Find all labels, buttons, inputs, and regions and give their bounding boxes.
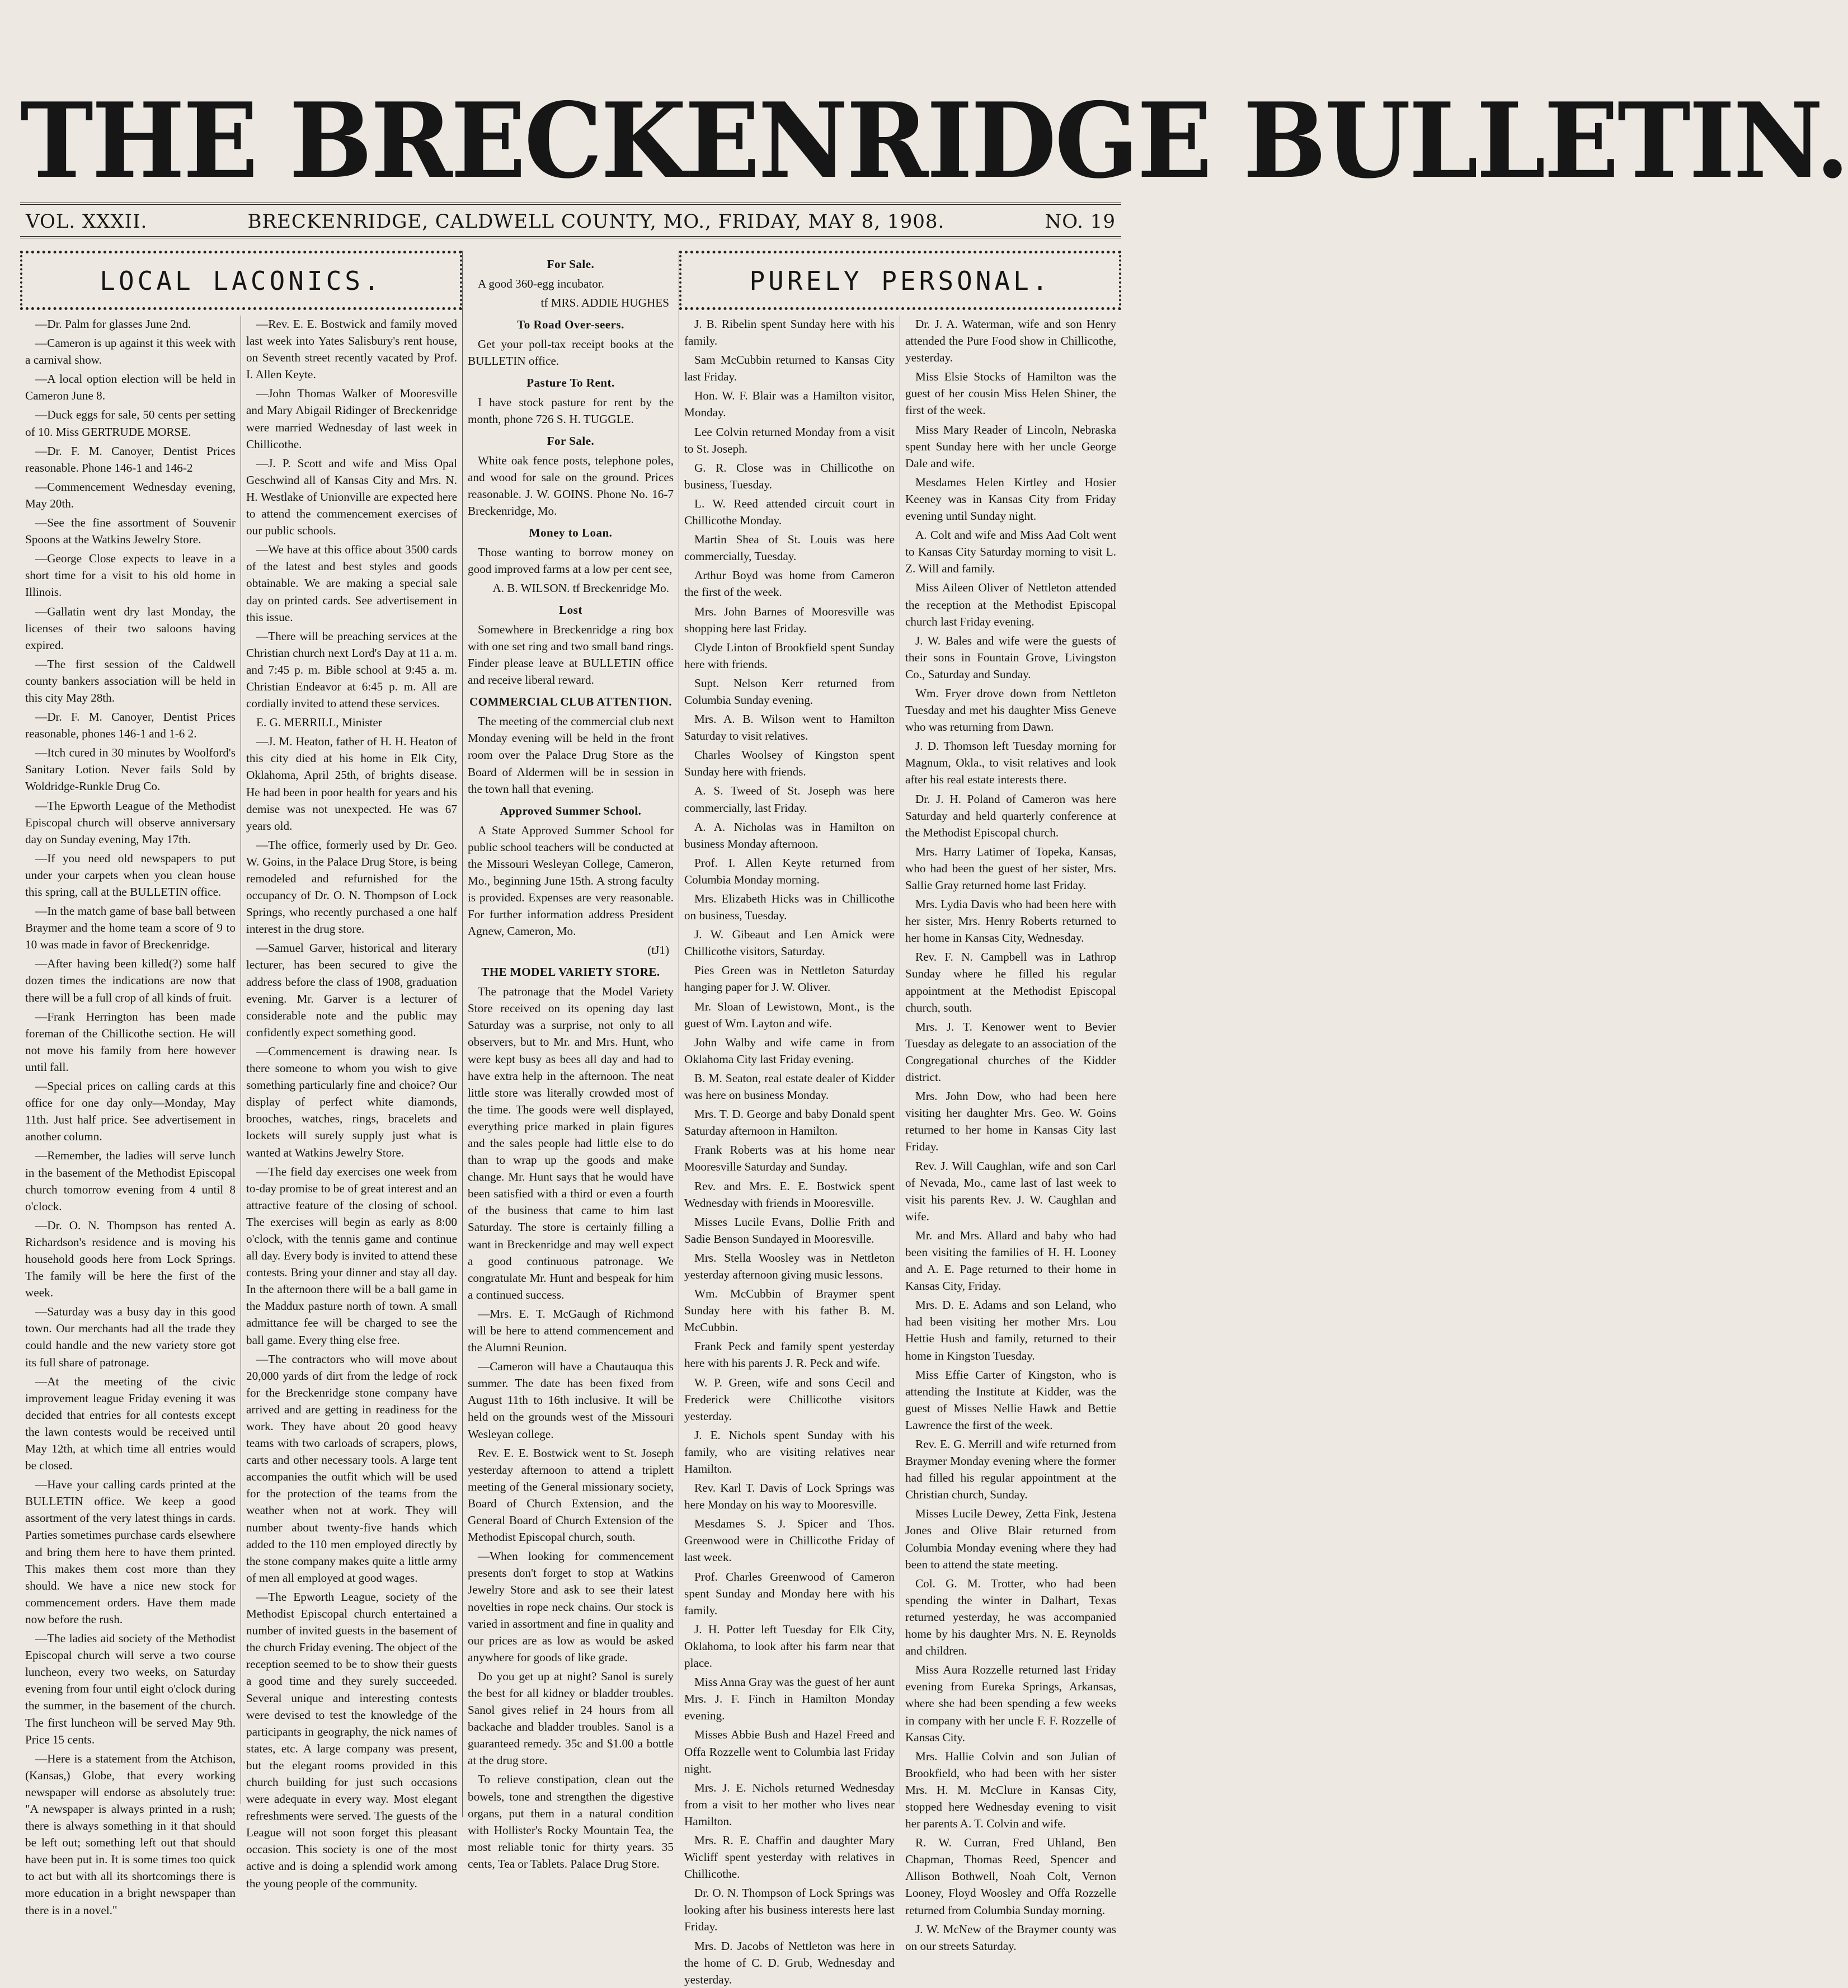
personal-item: Mrs. Harry Latimer of Topeka, Kansas, who had been the guest of her sister, Mrs. Sallie Gray returned home last Friday.: [905, 844, 1116, 892]
local-column-1: [20, 316, 241, 1917]
news-item: —A local option election will be held in Cameron June 8.: [25, 372, 236, 403]
personal-item: Mr. and Mrs. Allard and baby who had been visiting the families of H. H. Looney and A. E. Page returned to their home in Kansas City, Friday.: [905, 1228, 1116, 1293]
personal-item: Rev. Karl T. Davis of Lock Springs was here Monday on his way to Mooresville.: [684, 1481, 895, 1512]
news-item: —The Epworth League, society of the Methodist Episcopal church entertained a number of invited guests in the basement of the church Friday evening. The object of the reception seemed to be to show their guests a good time and they surely succeeded. Several unique and interesting contests were devised to test the knowledge of the participants in geography, the nick names of states, etc. A large company was present, but the elegant rooms provided in this church building for just such occasions were adequate in every way. Most elegant refreshments were served. The guests of the League will not soon forget this pleasant occasion. This society is one of the most active and is doing a splendid work among the young people of the community.: [246, 1590, 457, 1890]
news-item: —Here is a statement from the Atchison, (Kansas,) Globe, that every working newspaper will endorse as absolutely true: "A newspaper is always printed in a rush; there is always something in it that should be left out; something left out that should have been put in. It is some times too quick to act but with all its shortcomings there is more education in a bright newspaper than there is in a novel.": [25, 1751, 236, 1917]
personal-item: J. E. Nichols spent Sunday with his family, who are visiting relatives near Hamilton.: [684, 1428, 895, 1475]
personal-item: Mrs. John Dow, who had been here visiting her daughter Mrs. Geo. W. Goins returned to her home in Kansas City last Friday.: [905, 1089, 1116, 1154]
personal-item: Prof. I. Allen Keyte returned from Columbia Monday morning.: [684, 856, 895, 886]
personal-item: Rev. J. Will Caughlan, wife and son Carl of Nevada, Mo., came last of last week to visit his parents Rev. J. W. Caughlan and wife.: [905, 1159, 1116, 1223]
personal-item: Martin Shea of St. Louis was here commercially, Tuesday.: [684, 533, 895, 563]
local-laconics-heading: LOCAL LACONICS.: [20, 251, 462, 310]
personal-item: Dr. O. N. Thompson of Lock Springs was looking after his business interests here last Friday.: [684, 1886, 895, 1934]
personal-item: Frank Roberts was at his home near Mooresville Saturday and Sunday.: [684, 1143, 895, 1174]
news-item: —When looking for commencement presents don't forget to stop at Watkins Jewelry Store and ask to see their latest novelties in rope neck chains. Our stock is varied in assortment and fine in quality and our prices are as low as would be asked anywhere for goods of like grade.: [468, 1549, 674, 1664]
news-item: —There will be preaching services at the Christian church next Lord's Day at 11 a. m. and 7:45 p. m. Bible school at 9:45 a. m. Christian Endeavor at 6:45 p. m. All are cordially invited to attend these services.: [246, 629, 457, 711]
personal-item: Wm. Fryer drove down from Nettleton Tuesday and met his daughter Miss Geneve who was returning from Dawn.: [905, 686, 1116, 734]
notice-body: The patronage that the Model Variety Store received on its opening day last Saturday was a surprise, not only to all observers, but to Mr. and Mrs. Hunt, who were kept busy as bees all day and had to have extra help in the afternoon. The neat little store was literally crowded most of the time. The goods were well displayed, everything price marked in plain figures and the sales people had little else to do than to wrap up the goods and make change. Mr. Hunt says that he would have been satisfied with a third or even a fourth of the business that came to him last Saturday. The store is certainly filling a want in Breckenridge and may well expect a good continuous patronage. We congratulate Mr. Hunt and bespeak for him a continued success.: [468, 985, 674, 1301]
news-item: —At the meeting of the civic improvement league Friday evening it was decided that entries for all contests except the lawn contests would be received until May 12th, at which time all entries would be closed.: [25, 1374, 236, 1473]
personal-item: Mesdames Helen Kirtley and Hosier Keeney was in Kansas City from Friday evening until Sunday night.: [905, 475, 1116, 523]
personal-item: Misses Lucile Dewey, Zetta Fink, Jestena Jones and Olive Blair returned from Columbia Monday evening where they had been to attend the state meeting.: [905, 1507, 1116, 1571]
news-item: —See the fine assortment of Souvenir Spoons at the Watkins Jewelry Store.: [25, 516, 236, 547]
notice-signature: tf MRS. ADDIE HUGHES: [540, 295, 669, 309]
notice-body: A good 360-egg incubator.: [478, 276, 604, 290]
news-item: —Dr. F. M. Canoyer, Dentist Prices reasonable. Phone 146-1 and 146-2: [25, 444, 236, 474]
personal-item: Misses Lucile Evans, Dollie Frith and Sadie Benson Sundayed in Mooresville.: [684, 1215, 895, 1246]
notice-heading: Approved Summer School.: [500, 803, 642, 817]
news-item: —J. P. Scott and wife and Miss Opal Geschwind all of Kansas City and Mrs. N. H. Westlake of Unionville are expected here to attend the commencement exercises of our public schools.: [246, 456, 457, 538]
notice-body: I have stock pasture for rent by the month, phone 726 S. H. TUGGLE.: [468, 395, 674, 426]
personal-item: Supt. Nelson Kerr returned from Columbia Sunday evening.: [684, 676, 895, 707]
news-item: Do you get up at night? Sanol is surely the best for all kidney or bladder troubles. Sanol gives relief in 24 hours from all backache and bladder troubles. Sanol is a guaranteed remedy. 35c and $1.00 a bottle at the drug store.: [468, 1669, 674, 1768]
notice-heading: Money to Loan.: [529, 526, 613, 540]
news-item: —George Close expects to leave in a short time for a visit to his old home in Illinois.: [25, 552, 236, 599]
news-item: —J. M. Heaton, father of H. H. Heaton of this city died at his home in Elk City, Oklahoma, April 25th, of brights disease. He had been in poor health for years and his demise was not unexpected. He was 67 years old.: [246, 735, 457, 833]
notice-body: Get your poll-tax receipt books at the BULLETIN office.: [468, 337, 674, 368]
personal-item: Mrs. T. D. George and baby Donald spent Saturday afternoon in Hamilton.: [684, 1107, 895, 1138]
news-item: —Cameron is up against it this week with a carnival show.: [25, 336, 236, 367]
personal-item: Mrs. R. E. Chaffin and daughter Mary Wicliff spent yesterday with relatives in Chillicothe.: [684, 1833, 895, 1881]
personal-item: Miss Aileen Oliver of Nettleton attended the reception at the Methodist Episcopal church last Friday evening.: [905, 581, 1116, 628]
news-item: —Dr. Palm for glasses June 2nd.: [35, 317, 191, 331]
personal-item: Miss Aura Rozzelle returned last Friday evening from Eureka Springs, Arkansas, where she had been spending a few weeks in company with her uncle F. F. Rozzelle of Kansas City.: [905, 1663, 1116, 1744]
news-item: To relieve constipation, clean out the bowels, tone and strengthen the digestive organs, put them in a natural condition with Hollister's Rocky Mountain Tea, the most reliable tonic for thirty years. 35 cents, Tea or Tablets. Palace Drug Store.: [468, 1773, 674, 1870]
personal-item: J. H. Potter left Tuesday for Elk City, Oklahoma, to look after his farm near that place.: [684, 1622, 895, 1670]
personal-item: Frank Peck and family spent yesterday here with his parents J. R. Peck and wife.: [684, 1340, 895, 1370]
news-item: —Commencement Wednesday evening, May 20th.: [25, 480, 236, 510]
personal-item: A. A. Nicholas was in Hamilton on business Monday afternoon.: [684, 820, 895, 850]
local-column-2: [241, 316, 462, 1890]
notice-heading: To Road Over-seers.: [517, 318, 624, 331]
personal-item: A. Colt and wife and Miss Aad Colt went to Kansas City Saturday morning to visit L. Z. Will and family.: [905, 528, 1116, 576]
personal-item: Hon. W. F. Blair was a Hamilton visitor, Monday.: [684, 389, 895, 420]
personal-item: Mr. Sloan of Lewistown, Mont., is the guest of Wm. Layton and wife.: [684, 999, 895, 1030]
volume-label: VOL. XXXII.: [26, 210, 148, 233]
personal-item: Rev. E. G. Merrill and wife returned from Braymer Monday evening where the former had filled his regular appointment at the Christian church, Sunday.: [905, 1437, 1116, 1502]
notice-heading: For Sale.: [547, 257, 595, 271]
notice-heading: For Sale.: [547, 434, 595, 448]
dateline: [20, 203, 1121, 238]
news-item: —Rev. E. E. Bostwick and family moved last week into Yates Salisbury's rent house, on Seventh street recently vacated by Prof. I. Allen Keyte.: [246, 317, 457, 382]
personal-item: Dr. J. A. Waterman, wife and son Henry attended the Pure Food show in Chillicothe, yesterday.: [905, 317, 1116, 365]
personal-item: J. W. Bales and wife were the guests of their sons in Fountain Grove, Livingston Co., Saturday and Sunday.: [905, 633, 1116, 681]
personal-item: A. S. Tweed of St. Joseph was here commercially, last Friday.: [684, 784, 895, 815]
news-item: —The field day exercises one week from to-day promise to be of great interest and an attractive feature of the closing of school. The exercises will begin as early as 8:00 o'clock, with the tennis game and continue all day. Every body is invited to attend these contests. Bring your dinner and stay all day. In the afternoon there will be a ball game in the Maddux pasture north of town. A small admittance fee will be charged to see the ball game. Every thing else free.: [246, 1164, 457, 1347]
notice-heading: Lost: [559, 603, 582, 617]
personal-item: Prof. Charles Greenwood of Cameron spent Sunday and Monday here with his family.: [684, 1569, 895, 1617]
news-item: —Saturday was a busy day in this good town. Our merchants had all the trade they could handle and the new variety store got its full share of patronage.: [25, 1305, 236, 1369]
personal-item: Rev. and Mrs. E. E. Bostwick spent Wednesday with friends in Mooresville.: [684, 1179, 895, 1210]
personal-item: Mrs. A. B. Wilson went to Hamilton Saturday to visit relatives.: [684, 712, 895, 743]
personal-item: J. B. Ribelin spent Sunday here with his family.: [684, 317, 895, 348]
notice-body: The meeting of the commercial club next Monday evening will be held in the front room over the Palace Drug Store as the Board of Aldermen will be in session in the town hall that evening.: [468, 715, 674, 796]
personal-item: Mrs. Elizabeth Hicks was in Chillicothe on business, Tuesday.: [684, 892, 895, 923]
news-item: —Samuel Garver, historical and literary lecturer, has been secured to give the address before the class of 1908, graduation evening. Mr. Garver is a lecturer of considerable note and the public may confidently expect something good.: [246, 941, 457, 1039]
personal-item: R. W. Curran, Fred Uhland, Ben Chapman, Thomas Reed, Spencer and Allison Bothwell, Noah Colt, Vernon Looney, Floyd Woosley and Offa Rozzelle returned from Columbia Sunday morning.: [905, 1836, 1116, 1917]
personal-item: Rev. F. N. Campbell was in Lathrop Sunday where he filled his regular appointment at the Methodist Episcopal church, south.: [905, 950, 1116, 1014]
personal-item: J. D. Thomson left Tuesday morning for Magnum, Okla., to visit relatives and look after his real estate interests there.: [905, 739, 1116, 787]
personal-item: Col. G. M. Trotter, who had been spending the winter in Dalhart, Texas returned yesterday, he was accompanied home by his daughter Mrs. N. E. Reynolds and children.: [905, 1576, 1116, 1658]
columns: [20, 251, 1121, 1986]
personal-item: Lee Colvin returned Monday from a visit to St. Joseph.: [684, 425, 895, 455]
personal-item: Pies Green was in Nettleton Saturday hanging paper for J. W. Oliver.: [684, 964, 895, 994]
place-date: BRECKENRIDGE, CALDWELL COUNTY, MO., FRIDAY, MAY 8, 1908.: [247, 210, 945, 233]
personal-item: Clyde Linton of Brookfield spent Sunday here with friends.: [684, 640, 895, 671]
personal-item: Mrs. J. T. Kenower went to Bevier Tuesday as delegate to an association of the Congregational churches of the Kidder district.: [905, 1019, 1116, 1084]
personal-item: L. W. Reed attended circuit court in Chillicothe Monday.: [684, 496, 895, 528]
news-item: —Dr. F. M. Canoyer, Dentist Prices reasonable, phones 146-1 and 1-6 2.: [25, 710, 236, 741]
personal-item: Misses Abbie Bush and Hazel Freed and Offa Rozzelle went to Columbia last Friday night.: [684, 1728, 895, 1775]
news-item: —Dr. O. N. Thompson has rented A. Richardson's residence and is moving his household goods here from Lock Springs. The family will be here the first of the week.: [25, 1218, 236, 1300]
news-item: —Frank Herrington has been made foreman of the Chillicothe section. He will not move his family from here however until fall.: [25, 1009, 236, 1074]
news-item: —Special prices on calling cards at this office for one day only—Monday, May 11th. Just half price. See advertisement in another column.: [25, 1079, 236, 1144]
purely-personal-section: [679, 251, 1121, 1986]
personal-column-2: [900, 316, 1121, 1953]
personal-item: G. R. Close was in Chillicothe on business, Tuesday.: [684, 460, 895, 491]
notice-heading: THE MODEL VARIETY STORE.: [481, 965, 660, 979]
personal-item: Miss Elsie Stocks of Hamilton was the guest of her cousin Miss Helen Shiner, the first of the week.: [905, 370, 1116, 417]
news-item: —Duck eggs for sale, 50 cents per setting of 10. Miss GERTRUDE MORSE.: [25, 408, 236, 439]
personal-item: Mrs. John Barnes of Mooresville was shopping here last Friday.: [684, 604, 895, 635]
local-laconics-section: [20, 251, 462, 1917]
personal-item: Mesdames S. J. Spicer and Thos. Greenwood were in Chillicothe Friday of last week.: [684, 1517, 895, 1564]
notice-body: White oak fence posts, telephone poles, and wood for sale on the ground. Prices reasonable. J. W. GOINS. Phone No. 16-7 Breckenridge, Mo.: [468, 453, 674, 518]
notice-signature: (tJ1): [647, 943, 669, 957]
personal-item: Mrs. J. E. Nichols returned Wednesday from a visit to her mother who lives near Hamilton.: [684, 1780, 895, 1828]
personal-item: J. W. Gibeaut and Len Amick were Chillicothe visitors, Saturday.: [684, 928, 895, 958]
personal-item: Miss Anna Gray was the guest of her aunt Mrs. J. F. Finch in Hamilton Monday evening.: [684, 1675, 895, 1723]
news-item: Rev. E. E. Bostwick went to St. Joseph yesterday afternoon to attend a triplett meeting of the General missionary society, Board of Church Extension, and the General Board of Church Extension of the Methodist Episcopal church, south.: [468, 1446, 674, 1544]
notice-heading: Pasture To Rent.: [526, 376, 615, 389]
news-item: —The contractors who will move about 20,000 yards of dirt from the ledge of rock for the Breckenridge stone company have arrived and are getting in readiness for the work. They have about 20 good heavy teams with two carloads of scrapers, plows, carts and other necessary tools. A large tent accompanies the outfit which will be used for the protection of the teams from the weather when not at work. They will number about twenty-five hands which added to the 110 men employed directly by the stone company makes quite a little army of men all employed at good wages.: [246, 1352, 457, 1585]
personal-item: Dr. J. H. Poland of Cameron was here Saturday and held quarterly conference at the Methodist Episcopal church.: [905, 792, 1116, 839]
personal-item: J. W. McNew of the Braymer county was on our streets Saturday.: [905, 1922, 1116, 1953]
notice-signature: A. B. WILSON. tf Breckenridge Mo.: [492, 581, 669, 595]
personal-item: Mrs. D. Jacobs of Nettleton was here in the home of C. D. Grub, Wednesday and yesterday.: [684, 1939, 895, 1986]
personal-item: Miss Effie Carter of Kingston, who is attending the Institute at Kidder, was the guest of Misses Nellie Hawk and Bettie Lawrence the first of the week.: [905, 1367, 1116, 1432]
news-item: —Commencement is drawing near. Is there someone to whom you wish to give something particularly fine and choice? Our display of perfect white diamonds, brooches, watches, rings, bracelets and lockets will surely supply just what is wanted at Watkins Jewelry Store.: [246, 1044, 457, 1159]
middle-column: [462, 251, 679, 1870]
personal-item: Mrs. Hallie Colvin and son Julian of Brookfield, who had been with her sister Mrs. H. M. McClure in Kansas City, stopped here Wednesday evening to visit her parents A. T. Colvin and wife.: [905, 1749, 1116, 1831]
personal-item: Charles Woolsey of Kingston spent Sunday here with friends.: [684, 748, 895, 779]
news-item: —John Thomas Walker of Mooresville and Mary Abigail Ridinger of Breckenridge were married Wednesday of last week in Chillicothe.: [246, 387, 457, 451]
news-item: —Mrs. E. T. McGaugh of Richmond will be here to attend commencement and the Alumni Reunion.: [468, 1306, 674, 1355]
news-item: —Have your calling cards printed at the BULLETIN office. We keep a good assortment of the very latest things in cards. Parties sometimes purchase cards elsewhere and bring them here to have them printed. This makes them cost more than they should. We have a nice new stock for commencement orders. Have them made now before the rush.: [25, 1478, 236, 1626]
personal-item: Miss Mary Reader of Lincoln, Nebraska spent Sunday here with her uncle George Dale and wife.: [905, 422, 1116, 470]
news-item: —In the match game of base ball between Braymer and the home team a score of 9 to 10 was made in favor of Breckenridge.: [25, 904, 236, 952]
news-item: —Cameron will have a Chautauqua this summer. The date has been fixed from August 11th to 16th inclusive. It will be held on the grounds west of the Missouri Wesleyan college.: [468, 1360, 674, 1441]
news-item: —The first session of the Caldwell county bankers association will be held in this city May 28th.: [25, 657, 236, 704]
news-item: —Remember, the ladies will serve lunch in the basement of the Methodist Episcopal church tomorrow evening from 4 until 8 o'clock.: [25, 1149, 236, 1213]
personal-item: W. P. Green, wife and sons Cecil and Frederick were Chillicothe visitors yesterday.: [684, 1375, 895, 1423]
news-item: —If you need old newspapers to put under your carpets when you clean house this spring, call at the BULLETIN office.: [25, 851, 236, 899]
personal-item: Wm. McCubbin of Braymer spent Sunday here with his father B. M. McCubbin.: [684, 1287, 895, 1334]
news-item: —Itch cured in 30 minutes by Woolford's Sanitary Lotion. Never fails Sold by Woldridge-Runkle Drug Co.: [25, 746, 236, 793]
personal-item: John Walby and wife came in from Oklahoma City last Friday evening.: [684, 1035, 895, 1066]
news-item: —The office, formerly used by Dr. Geo. W. Goins, in the Palace Drug Store, is being remodeled and refurnished for the occupancy of Dr. O. N. Thompson of Lock Springs, who recently purchased a one half interest in the drug store.: [246, 838, 457, 936]
notice-heading: COMMERCIAL CLUB ATTENTION.: [469, 695, 673, 709]
personal-item: Mrs. Lydia Davis who had been here with her sister, Mrs. Henry Roberts returned to her home in Kansas City, Wednesday.: [905, 897, 1116, 945]
news-item: —The Epworth League of the Methodist Episcopal church will observe anniversary day on Sunday evening, May 17th.: [25, 798, 236, 846]
personal-item: Sam McCubbin returned to Kansas City last Friday.: [684, 353, 895, 384]
news-item: —Gallatin went dry last Monday, the licenses of their two saloons having expired.: [25, 604, 236, 652]
notice-body: A State Approved Summer School for public school teachers will be conducted at the Missouri Wesleyan College, Cameron, Mo., beginning June 15th. A strong faculty is provided. Expenses are very reasonable. For further information address President Agnew, Cameron, Mo.: [468, 823, 674, 938]
issue-number: NO. 19: [1045, 210, 1116, 233]
personal-column-1: [679, 316, 900, 1986]
personal-item: B. M. Seaton, real estate dealer of Kidder was here on business Monday.: [684, 1071, 895, 1102]
notice-body: Somewhere in Breckenridge a ring box with one set ring and two small band rings. Finder please leave at BULLETIN office and receive liberal reward.: [468, 623, 674, 687]
masthead-title: THE BRECKENRIDGE BULLETIN.: [20, 79, 1848, 202]
news-item: —The ladies aid society of the Methodist Episcopal church will serve a two course luncheon, every two weeks, on Saturday evening from four until eight o'clock during the summer, in the basement of the church. The first luncheon will be served May 9th. Price 15 cents.: [25, 1632, 236, 1746]
purely-personal-heading: PURELY PERSONAL.: [679, 251, 1121, 310]
news-item: —After having been killed(?) some half dozen times the indications are now that there will be a full crop of all kinds of fruit.: [25, 957, 236, 1004]
personal-item: Mrs. D. E. Adams and son Leland, who had been visiting her mother Mrs. Lou Hettie Hush and family, returned to their home in Kingston Tuesday.: [905, 1298, 1116, 1362]
personal-item: Arthur Boyd was home from Cameron the first of the week.: [684, 568, 895, 599]
news-item: E. G. MERRILL, Minister: [256, 716, 382, 730]
personal-item: Mrs. Stella Woosley was in Nettleton yesterday afternoon giving music lessons.: [684, 1251, 895, 1281]
news-item: —We have at this office about 3500 cards of the latest and best styles and goods obtainable. We are making a special sale day on printed cards. See advertisement in this issue.: [246, 543, 457, 624]
notice-body: Those wanting to borrow money on good improved farms at a low per cent see,: [468, 546, 674, 576]
